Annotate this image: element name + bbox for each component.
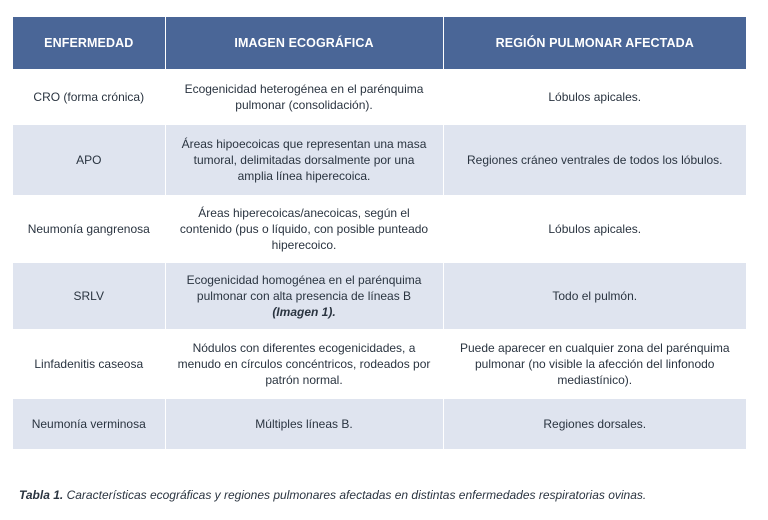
table-caption [19, 488, 646, 502]
cell-affected-region [443, 329, 746, 399]
text-line: menudo en círculos concéntricos, rodeados por [177, 357, 431, 371]
text-line: Ecogenicidad homogénea en el parénquima [186, 273, 422, 287]
table-row [13, 263, 746, 329]
text-line: Todo el pulmón. [552, 289, 638, 303]
cell-disease: SRLV [13, 263, 165, 329]
cell-disease: Neumonía verminosa [13, 399, 165, 449]
cell-affected-region [443, 69, 746, 125]
cell-disease: Neumonía gangrenosa [13, 195, 165, 263]
text-line: tumoral, delimitadas dorsalmente por una [193, 153, 415, 167]
text-line: Áreas hiperecoicas/anecoicas, según el [198, 206, 410, 220]
respiratory-diseases-table [13, 17, 746, 449]
text-line: mediastínico). [557, 373, 633, 387]
text-line: Puede aparecer en cualquier zona del parénquima [459, 341, 730, 355]
text-line: Nódulos con diferentes ecogenicidades, a [192, 341, 416, 355]
text-line: Regiones cráneo ventrales de todos los lóbulos. [467, 153, 723, 167]
header-affected-region: REGIÓN PULMONAR AFECTADA [443, 17, 746, 69]
cell-ultrasound-image [165, 399, 443, 449]
table-row [13, 195, 746, 263]
text-line: pulmonar (consolidación). [235, 98, 373, 112]
table-row [13, 69, 746, 125]
text-line: Lóbulos apicales. [548, 90, 642, 104]
header-disease: ENFERMEDAD [13, 17, 165, 69]
table-row [13, 399, 746, 449]
cell-disease: APO [13, 125, 165, 195]
cell-ultrasound-image [165, 195, 443, 263]
cell-affected-region [443, 399, 746, 449]
cell-ultrasound-image [165, 125, 443, 195]
caption-label: Tabla 1. [19, 488, 64, 502]
text-line: pulmonar con alta presencia de líneas B [196, 289, 412, 303]
table-header [13, 17, 746, 69]
text-line: amplia línea hiperecoica. [237, 169, 371, 183]
cell-ultrasound-image [165, 69, 443, 125]
text-line: patrón normal. [265, 373, 343, 387]
text-line: Ecogenicidad heterogénea en el parénquima [184, 82, 424, 96]
cell-affected-region [443, 125, 746, 195]
cell-affected-region [443, 195, 746, 263]
cell-disease: Linfadenitis caseosa [13, 329, 165, 399]
table-row [13, 125, 746, 195]
header-ultrasound-image: IMAGEN ECOGRÁFICA [165, 17, 443, 69]
cell-ultrasound-image [165, 329, 443, 399]
caption-text: Características ecográficas y regiones pulmonares afectadas en distintas enfermedades respiratorias ovinas. [66, 488, 647, 502]
text-line: Regiones dorsales. [543, 417, 647, 431]
header-row [13, 17, 746, 69]
text-line: pulmonar (no visible la afección del linfonodo [475, 357, 715, 371]
text-line: hiperecoico. [271, 238, 337, 252]
text-line: contenido (pus o líquido, con posible punteado [179, 222, 429, 236]
table-row [13, 329, 746, 399]
text-line: Lóbulos apicales. [548, 222, 642, 236]
image-reference: (Imagen 1). [272, 305, 336, 319]
cell-affected-region [443, 263, 746, 329]
table-body [13, 69, 746, 449]
cell-disease: CRO (forma crónica) [13, 69, 165, 125]
data-table-container [13, 17, 746, 449]
text-line: Áreas hipoecoicas que representan una masa [181, 137, 427, 151]
text-line: Múltiples líneas B. [255, 417, 353, 431]
cell-ultrasound-image [165, 263, 443, 329]
